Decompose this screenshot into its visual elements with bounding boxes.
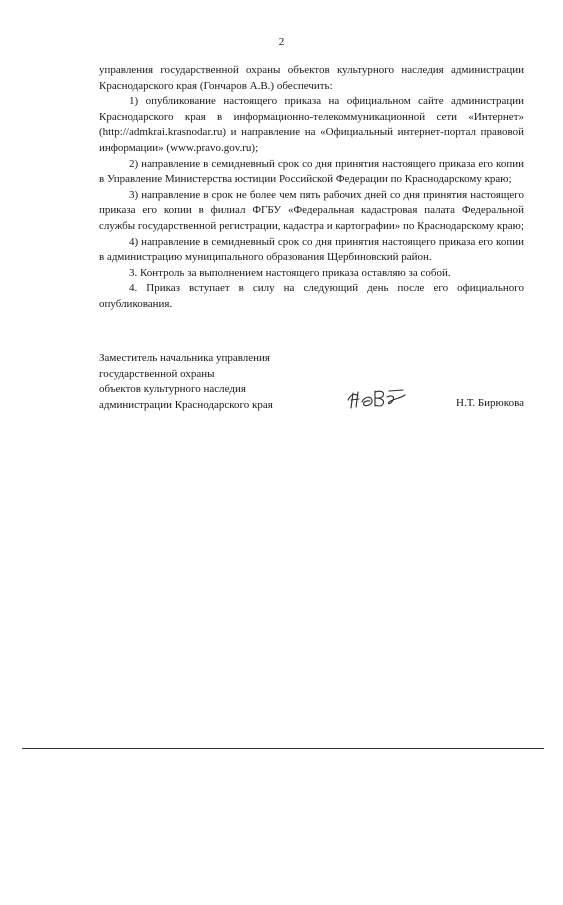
paragraph-item-3: 3) направление в срок не более чем пять рабочих дней со дня принятия настоящего приказа его копии в филиал ФГБУ «Федеральная кадастровая палата Федеральной службы государственной регистрации, кадастра и картографии» по Краснодарскому краю; [99, 188, 524, 232]
paragraph-item-4: 4) направление в семидневный срок со дня принятия настоящего приказа его копии в администрацию муниципального образования Щербиновский район. [99, 235, 524, 264]
paragraph-item-2: 2) направление в семидневный срок со дня принятия настоящего приказа его копии в Управление Министерства юстиции Российской Федерации по Краснодарскому краю; [99, 157, 524, 186]
paragraph-intro: управления государственной охраны объектов культурного наследия администрации Краснодарского края (Гончаров А.В.) обеспечить: [99, 64, 524, 92]
page-number: 2 [278, 36, 285, 48]
signer-name: Н.Т. Бирюкова [456, 397, 524, 409]
signer-position-line: Заместитель начальника управления [99, 352, 270, 364]
bottom-divider [22, 748, 544, 749]
signer-position-line: объектов культурного наследия [99, 383, 246, 396]
signer-position-line: администрации Краснодарского края [99, 398, 273, 411]
paragraph-effective: 4. Приказ вступает в силу на следующий день после его официального опубликования. [99, 282, 524, 310]
handwritten-signature [345, 384, 409, 414]
paragraph-item-1: 1) опубликование настоящего приказа на официальном сайте администрации Краснодарского края в информационно-телекоммуникационной сети «Интернет» (http://admkrai.krasnodar.ru) и направление на «Официальный интернет-портал правовой информации» (www.pravo.gov.ru); [99, 95, 524, 154]
document-body [99, 63, 524, 313]
signer-position-line: государственной охраны [99, 367, 215, 380]
paragraph-control: 3. Контроль за выполнением настоящего приказа оставляю за собой. [129, 266, 451, 279]
